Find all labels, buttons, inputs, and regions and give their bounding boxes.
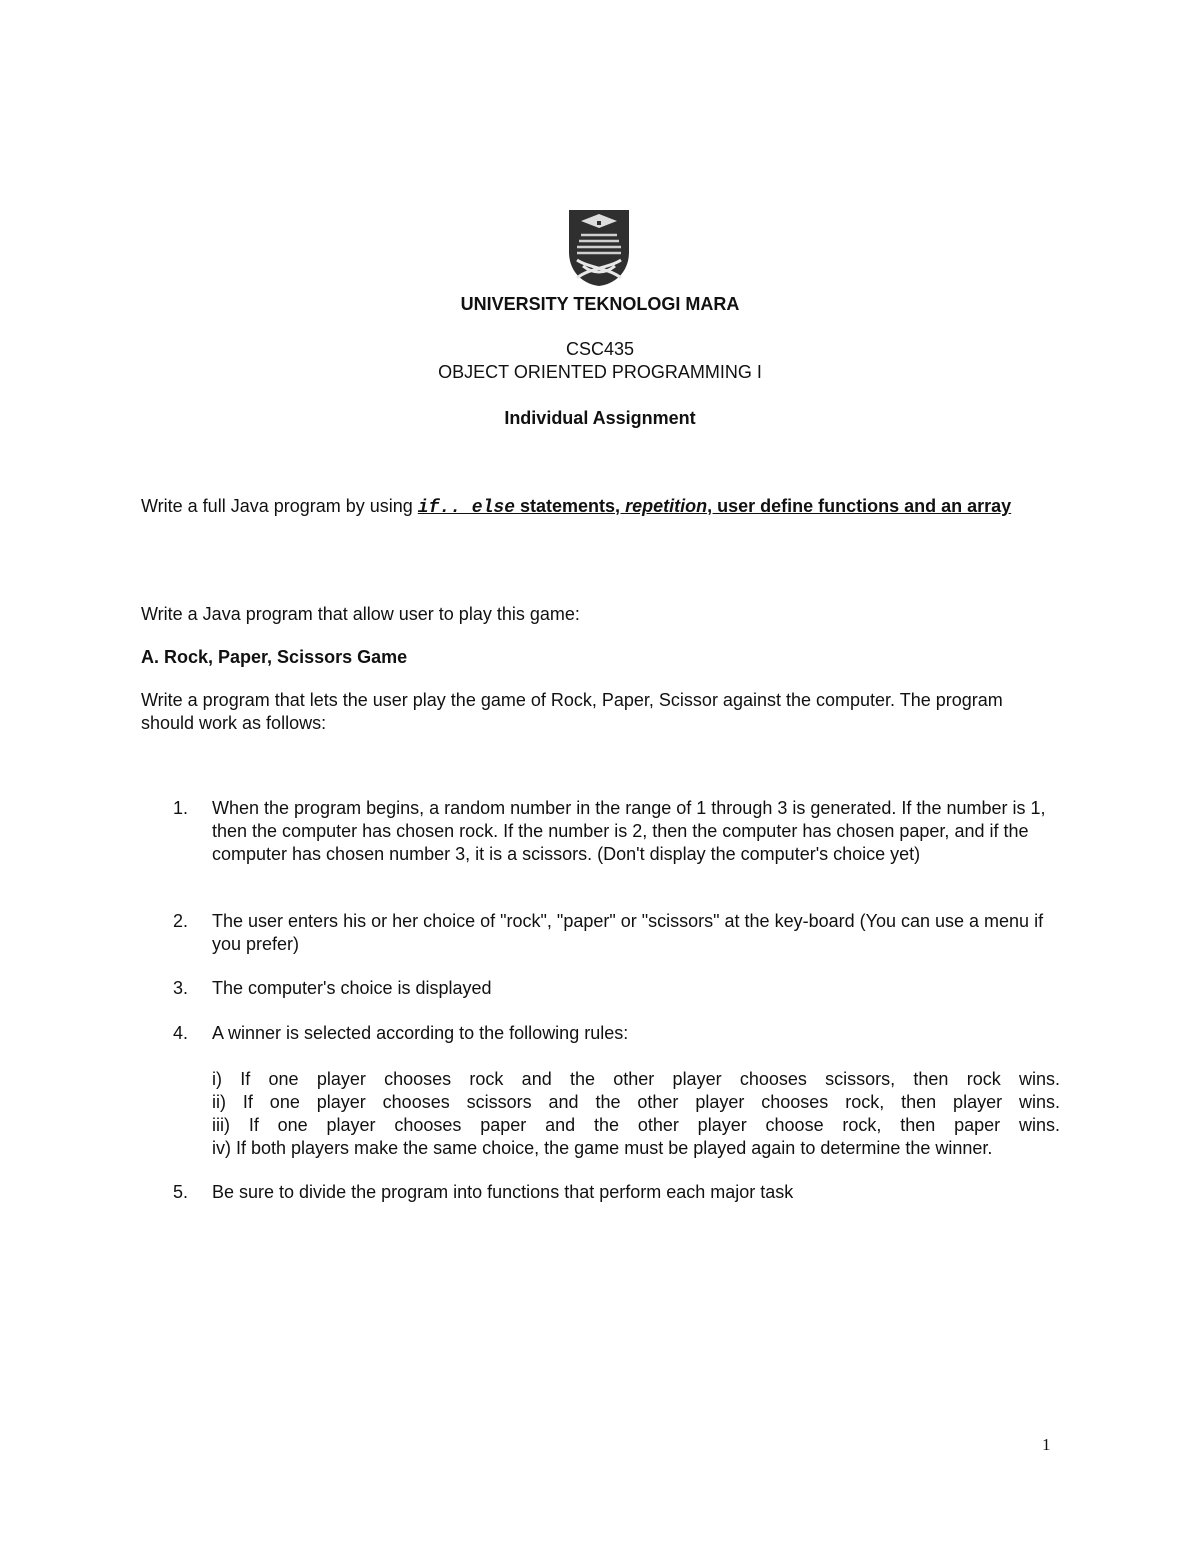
section-description: Write a program that lets the user play the game of Rock, Paper, Scissor against the computer. The program should work as follows: [141,690,1003,733]
page-number: 1 [1042,1435,1051,1454]
rule-item: iv) If both players make the same choice, the game must be played again to determine the winner. [212,1138,993,1158]
section-title: A. Rock, Paper, Scissors Game [141,647,408,667]
rule-item: iii) If one player chooses paper and the other player choose rock, then paper wins. [212,1115,1060,1135]
list-number: 4. [173,1023,189,1043]
instruction-part3: , user define functions and an array [707,496,1012,516]
university-name: UNIVERSITY TEKNOLOGI MARA [460,294,740,314]
instruction-part1: statements, [515,496,626,516]
instruction-prefix: Write a full Java program by using [141,496,418,516]
university-logo [567,208,631,288]
intro-text: Write a Java program that allow user to play this game: [141,604,580,624]
list-number: 1. [173,798,189,818]
assignment-type: Individual Assignment [504,408,696,428]
list-number: 5. [173,1182,189,1202]
instruction-paragraph [141,495,1060,520]
list-text: Be sure to divide the program into functions that perform each major task [212,1182,794,1202]
list-text: When the program begins, a random number in the range of 1 through 3 is generated. If the number is 1, then the computer has chosen rock. If the number is 2, then the computer has chosen paper, and if the computer has chosen number 3, it is a scissors. (Don't display the computer's choice yet) [212,798,1046,864]
list-text: The user enters his or her choice of "rock", "paper" or "scissors" at the key-board (You can use a menu if you prefer) [212,911,1044,954]
rule-item: ii) If one player chooses scissors and the other player chooses rock, then player wins. [212,1092,1060,1112]
instruction-code: if.. else [417,498,516,518]
list-number: 2. [173,911,189,931]
rules-list [212,1068,1060,1160]
course-code: CSC435 [565,339,635,359]
list-text: The computer's choice is displayed [212,978,492,998]
list-text: A winner is selected according to the following rules: [212,1023,629,1043]
course-name: OBJECT ORIENTED PROGRAMMING I [438,362,762,382]
instruction-part2: repetition [625,496,708,516]
rule-item: i) If one player chooses rock and the other player chooses scissors, then rock wins. [212,1069,1060,1089]
list-number: 3. [173,978,189,998]
instruction-requirements [418,496,1011,516]
